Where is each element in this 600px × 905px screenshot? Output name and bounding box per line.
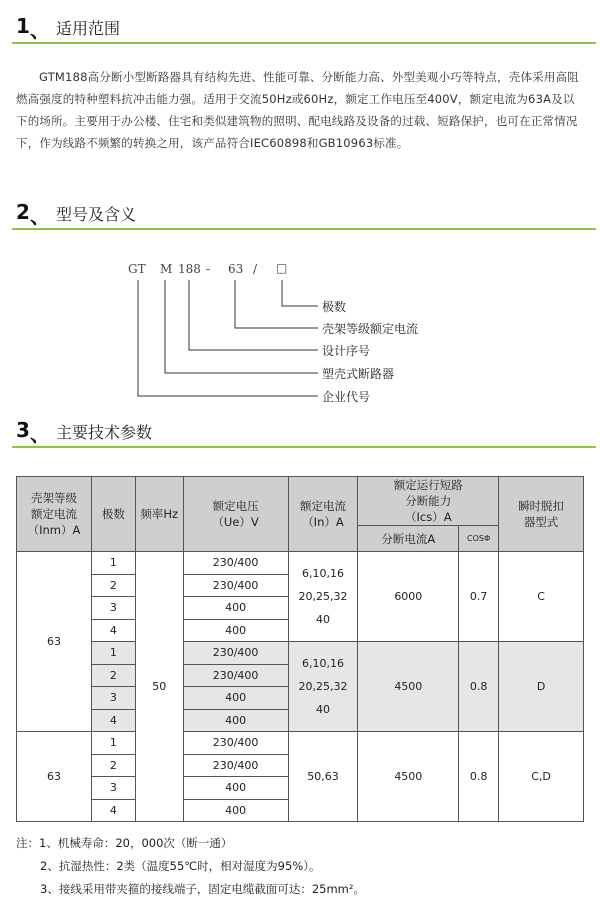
header-rated-voltage: 额定电压 （Ue）V <box>183 477 288 552</box>
cell-voltage: 230/400 <box>183 642 288 665</box>
cell-current-group-2: 6,10,16 20,25,32 40 <box>288 642 358 732</box>
spec-table <box>16 476 584 822</box>
cell-voltage: 400 <box>183 597 288 620</box>
cell-frame-group-3: 63 <box>17 732 92 822</box>
cell-voltage: 400 <box>183 777 288 800</box>
section-3-separator: 、 <box>30 422 50 446</box>
code-poles: □ <box>276 261 288 275</box>
meaning-mccb: 塑壳式断路器 <box>322 367 395 381</box>
cell-breaking-group-2: 4500 <box>358 642 459 732</box>
cell-voltage: 230/400 <box>183 732 288 755</box>
cell-poles: 2 <box>91 754 135 777</box>
cell-poles: 3 <box>91 597 135 620</box>
cell-poles: 2 <box>91 574 135 597</box>
code-dash: - <box>206 262 211 276</box>
cell-cos-group-2: 0.8 <box>459 642 499 732</box>
notes <box>16 832 365 901</box>
header-breaking-current: 分断电流A <box>358 526 459 552</box>
cell-poles: 3 <box>91 687 135 710</box>
code-enterprise: GT <box>128 262 146 276</box>
section-3-header <box>0 418 600 448</box>
cell-voltage: 400 <box>183 799 288 822</box>
code-series: 188 <box>178 262 201 276</box>
cell-voltage: 230/400 <box>183 664 288 687</box>
code-type: M <box>160 262 173 276</box>
cell-poles: 4 <box>91 709 135 732</box>
cell-poles: 4 <box>91 799 135 822</box>
cell-trip-group-3: C,D <box>499 732 584 822</box>
section-1-number: 1 <box>16 14 30 38</box>
header-breaking-capacity: 额定运行短路 分断能力 （Ics）A <box>358 477 499 526</box>
header-cos-phi: COSΦ <box>459 526 499 552</box>
section-1-rule <box>12 42 596 44</box>
section-1-paragraph: GTM188高分断小型断路器具有结构先进、性能可靠、分断能力高、外型美观小巧等特点，壳体采用高阻燃高强度的特种塑料抗冲击能力强。适用于交流50Hz或60Hz，额定工作电压至400V，额定电流为63A及以下的场所。主要用于办公楼、住宅和类似建筑物的照明、配电线路及设备的过载、短路保护，也可在正常情况下，作为线路不频繁的转换之用，该产品符合IEC60898和GB10963标准。 <box>16 70 579 150</box>
header-poles: 极数 <box>91 477 135 552</box>
cell-breaking-group-1: 6000 <box>358 552 459 642</box>
cell-poles: 1 <box>91 552 135 575</box>
cell-trip-group-2: D <box>499 642 584 732</box>
note-3: 3、接线采用带夹箍的接线端子，固定电缆截面可达：25mm²。 <box>40 882 365 896</box>
note-2: 2、抗湿热性：2类（温度55℃时，相对湿度为95%）。 <box>40 859 321 873</box>
cell-poles: 1 <box>91 732 135 755</box>
section-3-rule <box>12 446 596 448</box>
cell-cos-group-3: 0.8 <box>459 732 499 822</box>
cell-cos-group-1: 0.7 <box>459 552 499 642</box>
header-trip-type: 瞬时脱扣 器型式 <box>499 477 584 552</box>
meaning-enterprise: 企业代号 <box>322 390 371 404</box>
meaning-poles: 极数 <box>322 300 347 314</box>
cell-poles: 1 <box>91 642 135 665</box>
cell-voltage: 400 <box>183 619 288 642</box>
section-3-title: 主要技术参数 <box>56 423 153 442</box>
code-frame: 63 <box>228 262 244 276</box>
cell-voltage: 230/400 <box>183 574 288 597</box>
section-1-header <box>0 14 600 44</box>
meaning-design-serial: 设计序号 <box>322 344 371 358</box>
cell-current-group-3: 50,63 <box>288 732 358 822</box>
cell-poles: 2 <box>91 664 135 687</box>
header-frequency: 频率Hz <box>135 477 183 552</box>
section-1-separator: 、 <box>30 18 50 42</box>
cell-current-group-1: 6,10,16 20,25,32 40 <box>288 552 358 642</box>
meaning-frame-current: 壳架等级额定电流 <box>322 322 419 336</box>
section-2-rule <box>12 228 596 230</box>
cell-trip-group-1: C <box>499 552 584 642</box>
section-3-number: 3 <box>16 418 30 442</box>
cell-voltage: 400 <box>183 709 288 732</box>
section-2-header <box>0 200 600 230</box>
header-rated-current: 额定电流 （In）A <box>288 477 358 552</box>
code-slash: / <box>253 262 258 276</box>
header-frame-current: 壳架等级 额定电流 （Inm）A <box>17 477 92 552</box>
cell-voltage: 230/400 <box>183 754 288 777</box>
section-2-title: 型号及含义 <box>56 205 137 224</box>
cell-voltage: 400 <box>183 687 288 710</box>
cell-frequency: 50 <box>135 552 183 822</box>
section-2-number: 2 <box>16 200 30 224</box>
section-1-title: 适用范围 <box>56 19 121 38</box>
section-2-separator: 、 <box>30 204 50 228</box>
cell-poles: 3 <box>91 777 135 800</box>
cell-voltage: 230/400 <box>183 552 288 575</box>
cell-frame-group-1: 63 <box>17 552 92 732</box>
cell-poles: 4 <box>91 619 135 642</box>
note-1: 注：1、机械寿命：20，000次（断一通） <box>16 836 233 850</box>
cell-breaking-group-3: 4500 <box>358 732 459 822</box>
